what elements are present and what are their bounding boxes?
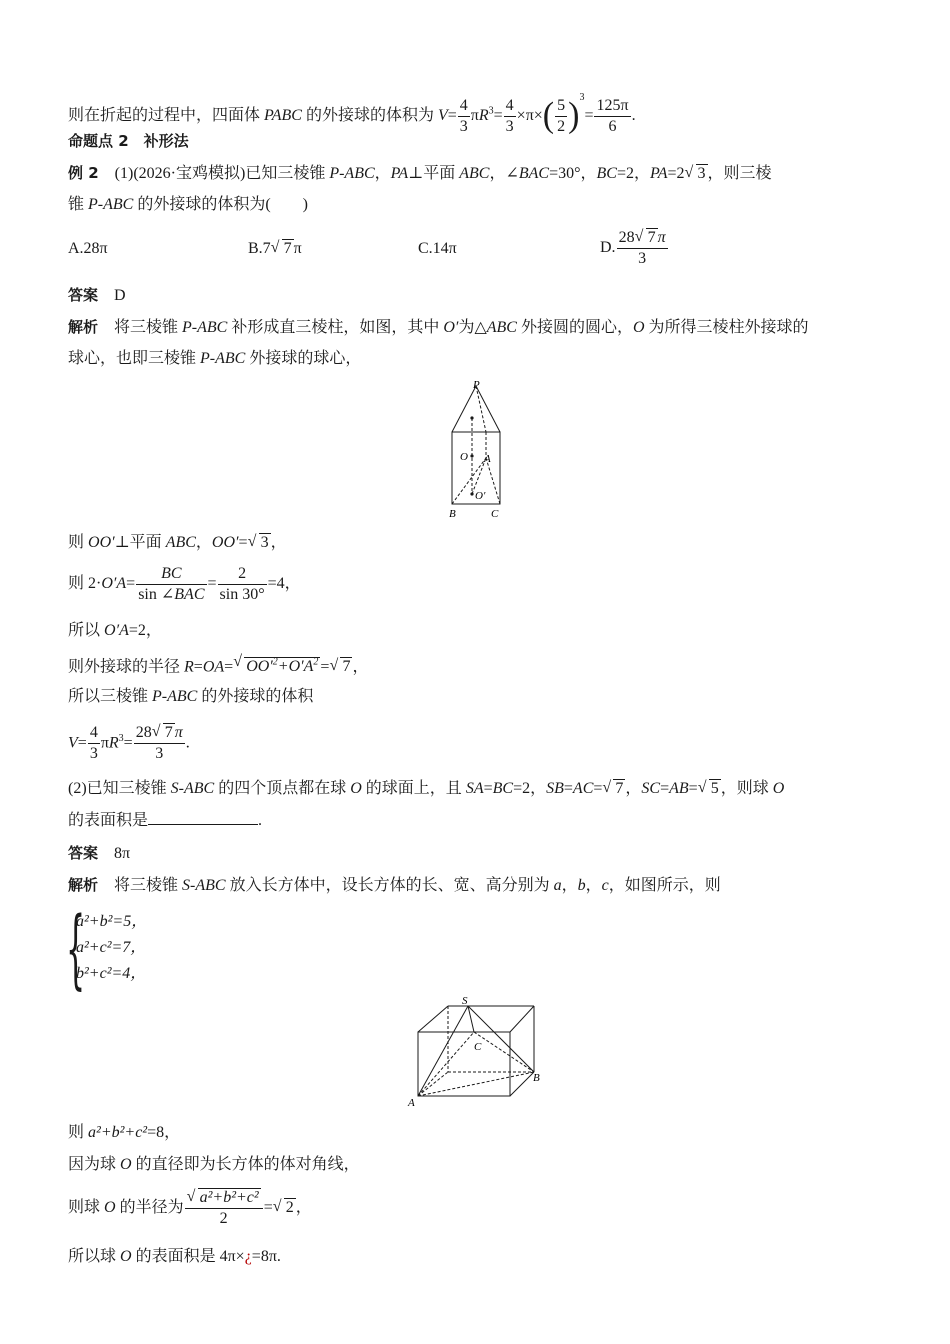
label-O-prime: O′	[475, 490, 486, 502]
solution1-line1: 解析 将三棱锥 P-ABC 补形成直三棱柱，如图，其中 O′为△ABC 外接圆的圆心，O 为所得三棱柱外接球的	[68, 318, 809, 336]
system-row-1: a²+b²=5，	[76, 913, 148, 930]
section-heading: 命题点 2 补形法	[68, 132, 189, 150]
step-diameter: 因为球 O 的直径即为长方体的体对角线，	[68, 1156, 360, 1173]
solution1-line2: 球心，也即三棱锥 P-ABC 外接球的球心，	[68, 350, 362, 367]
label-P: P	[473, 379, 480, 391]
label-B2: B	[533, 1072, 540, 1084]
solution2-line1: 解析 将三棱锥 S-ABC 放入长方体中，设长方体的长、宽、高分别为 a，b，c，如图所示，则	[68, 876, 721, 894]
option-b: B.7√ 7 π	[248, 238, 302, 260]
step-volume-formula: V= $\frac{4}{3}$ $\pi R^3=$ $\frac{28√ 7 \pi}{3}$ .	[68, 718, 190, 764]
answer-blank[interactable]	[148, 824, 258, 825]
fraction-125pi-6: $\frac{125\pi}{6}$	[596, 96, 629, 135]
system-row-2: a²+c²=7，	[76, 939, 147, 956]
example2-line2: 锥 P-ABC 的外接球的体积为( )	[68, 196, 309, 213]
option-c: C.14π	[418, 240, 457, 257]
label-B: B	[449, 508, 456, 520]
fraction-4-3: $\frac{4}{3}$	[459, 96, 468, 135]
option-a: A.28π	[68, 240, 108, 257]
label-A: A	[484, 453, 491, 465]
cuboid-figure	[404, 994, 554, 1110]
answer-2: 答案 8π	[68, 844, 131, 862]
prism-figure	[440, 378, 520, 520]
step-sine-law: 则 2·O′A= $\frac{BC}{\text{sin ∠BAC}}$ = $\frac{2}{\sin 30^\circ}$ =4，	[68, 565, 301, 603]
sqrt-3: √ 3	[685, 163, 708, 185]
question2-line1: (2)已知三棱锥 S-ABC 的四个顶点都在球 O 的球面上，且 SA=BC=2，SB=AC=√ 7 ，SC=AB=√ 5 ，则球 O	[68, 778, 784, 800]
fraction-4-3-b: $\frac{4}{3}$	[505, 96, 514, 135]
step-surface-area: 所以球 O 的表面积是 4π×¿=8π.	[68, 1248, 281, 1265]
example2-line1: 例 2 (1)(2026·宝鸡模拟)已知三棱锥 P-ABC，PA⊥平面 ABC，∠BAC=30°，BC=2，PA=2√ 3 ，则三棱	[68, 162, 772, 185]
intro-line: 则在折起的过程中，四面体 PABC 的外接球的体积为 V= $\frac{4}{3}$ $\pi R^3=$ $\frac{4}{3}$ ×π×( $\frac{5}{2}$ )$^3$= $\frac{125\pi}{6}$ .	[68, 92, 636, 136]
question2-line2: 的表面积是 .	[68, 812, 263, 829]
system-brace: {	[66, 899, 86, 999]
label-S: S	[462, 995, 468, 1007]
step-sphere-radius: 则球 O 的半径为 √ $\frac{\text{a²+b²+c²}}{2}$ =√ 2 ，	[68, 1186, 312, 1230]
label-O: O	[460, 451, 468, 463]
label-C: C	[491, 508, 499, 520]
label-A2: A	[408, 1097, 415, 1109]
label-C2: C	[474, 1041, 482, 1053]
step-volume-text: 所以三棱锥 P-ABC 的外接球的体积	[68, 688, 314, 705]
step-radius: 则外接球的半径 R=OA=√ $OO'^2+O'A^2$ =√ 7 ，	[68, 652, 368, 678]
step-oo-perp: 则 OO′⊥平面 ABC，OO′=√ 3 ，	[68, 532, 287, 554]
step-oa-value: 所以 O′A=2，	[68, 622, 162, 639]
step-sum-squares: 则 a²+b²+c²=8，	[68, 1124, 181, 1141]
option-d: D. $\frac{28√ 7 \pi}{3}$	[600, 228, 669, 269]
answer-1: 答案 D	[68, 286, 126, 304]
system-row-3: b²+c²=4，	[76, 965, 147, 982]
fraction-5-2: $\frac{5}{2}$	[557, 96, 566, 135]
